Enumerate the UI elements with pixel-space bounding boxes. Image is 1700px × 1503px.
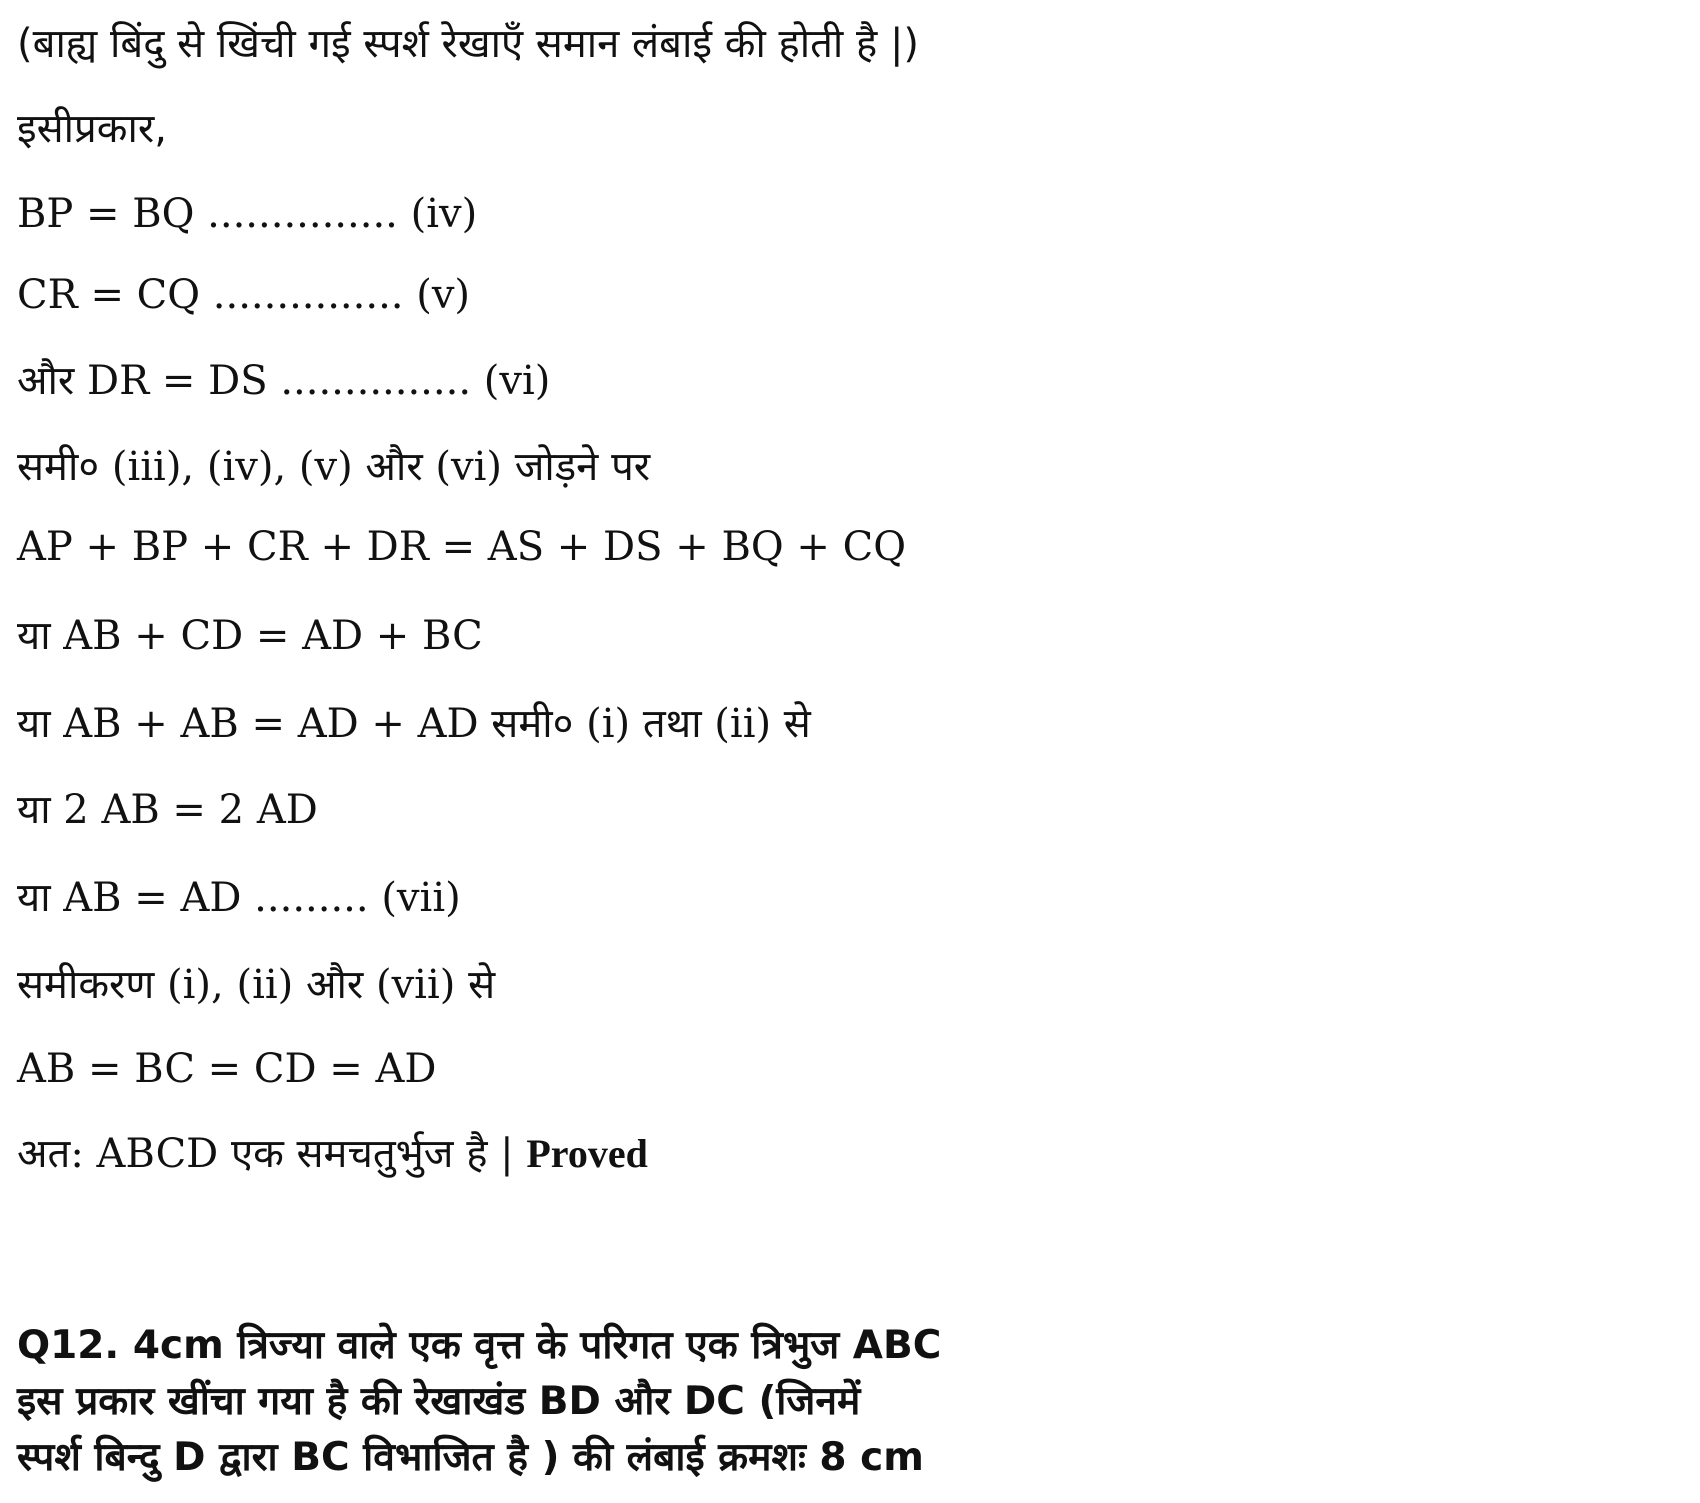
text-line-12: समीकरण (i), (ii) और (vii) से [17, 962, 496, 1008]
conclusion-text: अत: ABCD एक समचतुर्भुज है | [17, 1131, 514, 1177]
question-line-1: Q12. 4cm त्रिज्या वाले एक वृत्त के परिगत एक त्रिभुज ABC [17, 1323, 942, 1368]
text-line-2: इसीप्रकार, [17, 106, 167, 152]
equation-v: CR = CQ ............... (v) [17, 272, 471, 318]
equation-step-1: या AB + CD = AD + BC [17, 613, 483, 659]
equation-step-3: या 2 AB = 2 AD [17, 787, 318, 833]
equation-vii: या AB = AD ......... (vii) [17, 875, 461, 921]
equation-step-2: या AB + AB = AD + AD समी० (i) तथा (ii) से [17, 701, 811, 747]
equation-vi: और DR = DS ............... (vi) [17, 358, 551, 404]
equation-iv: BP = BQ ............... (iv) [17, 191, 478, 237]
question-line-3: स्पर्श बिन्दु D द्वारा BC विभाजित है ) की लंबाई क्रमशः 8 cm [17, 1435, 924, 1480]
text-line-6: समी० (iii), (iv), (v) और (vi) जोड़ने पर [17, 444, 651, 490]
proved-label: Proved [526, 1131, 648, 1176]
question-12 [17, 1318, 1117, 1486]
text-line-1: (बाह्य बिंदु से खिंची गई स्पर्श रेखाएँ समान लंबाई की होती है |) [17, 21, 920, 67]
conclusion-line [17, 1130, 648, 1178]
question-line-2: इस प्रकार खींचा गया है की रेखाखंड BD और DC (जिनमें [17, 1379, 861, 1424]
equation-sum: AP + BP + CR + DR = AS + DS + BQ + CQ [17, 524, 906, 570]
equation-final: AB = BC = CD = AD [17, 1046, 437, 1092]
